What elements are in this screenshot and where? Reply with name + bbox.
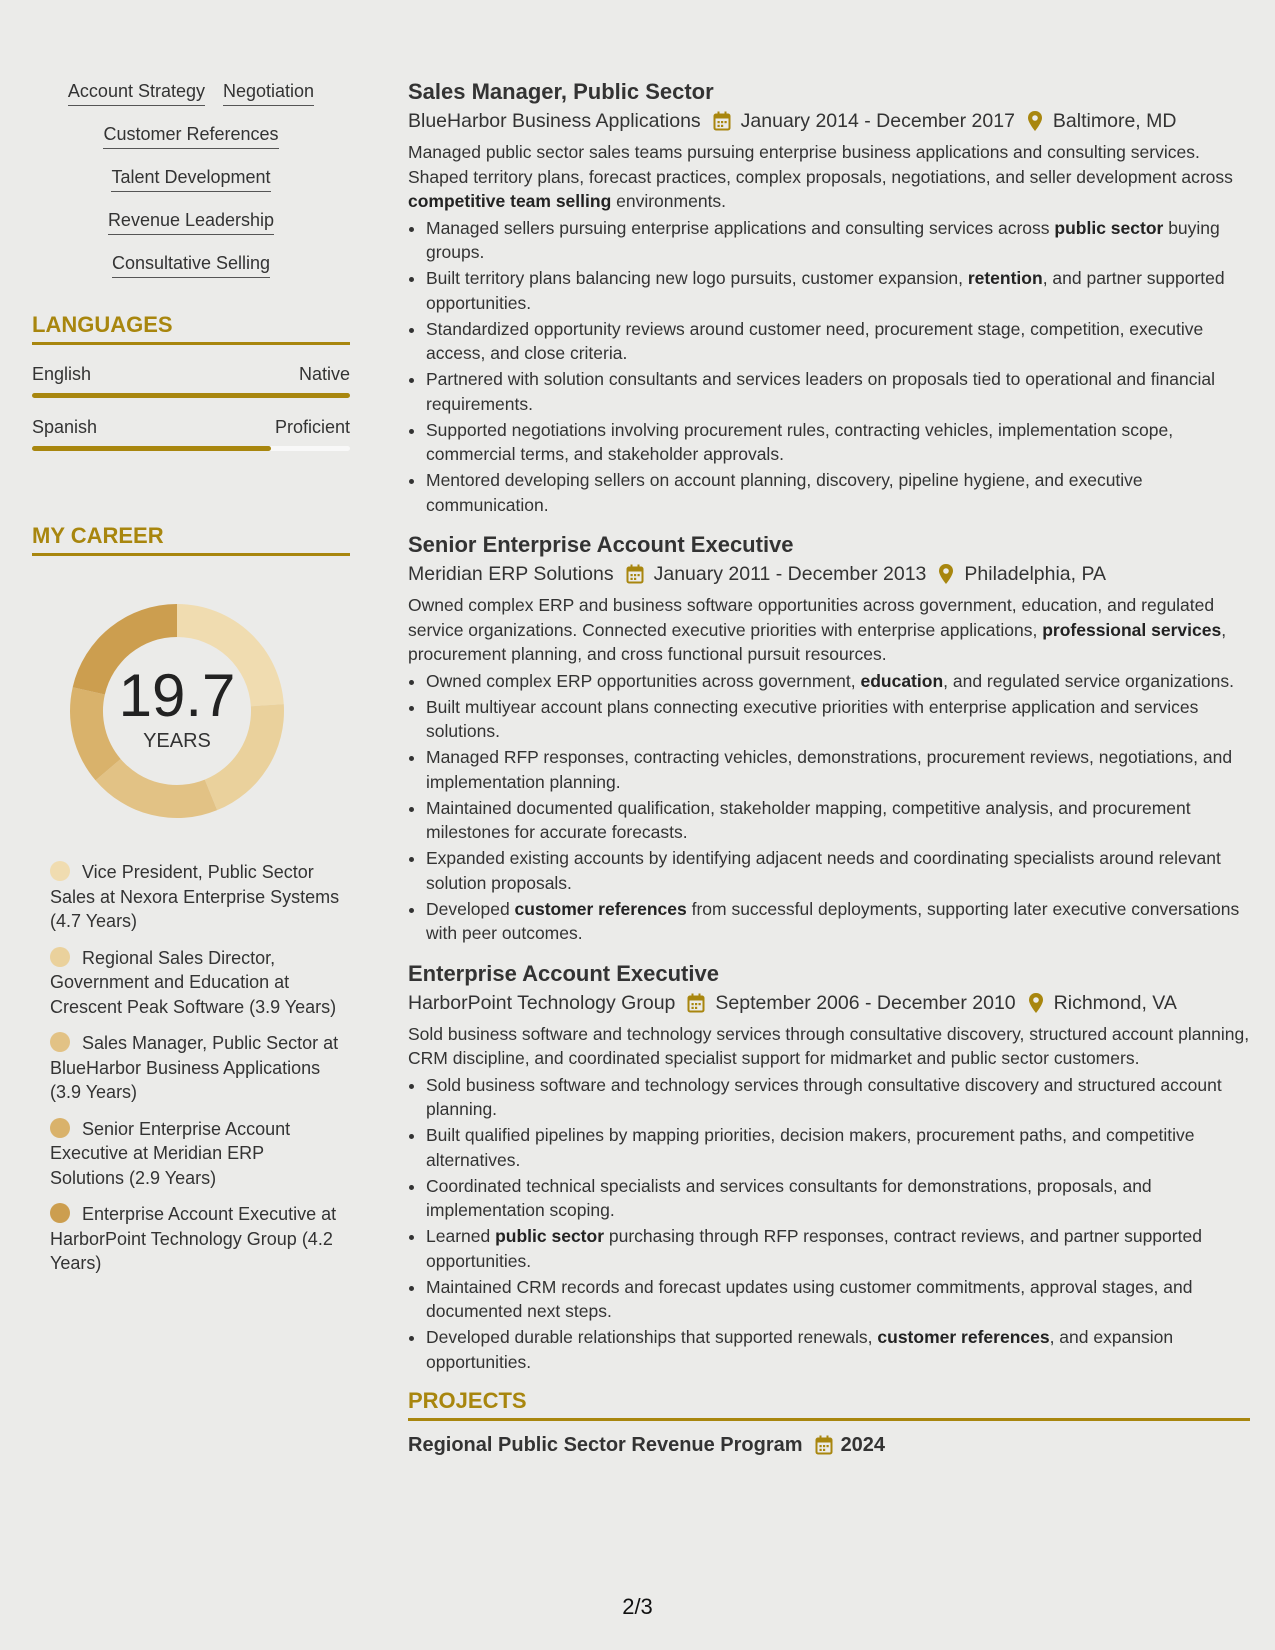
career-legend-label: Sales Manager, Public Sector at BlueHarbor Business Applications (3.9 Years) bbox=[50, 1033, 339, 1102]
job-bullets bbox=[408, 1073, 1250, 1375]
job-bullet: • Built territory plans balancing new logo pursuits, customer expansion, retention, and partner supported opportunities. bbox=[426, 266, 1250, 315]
career-legend-item bbox=[50, 1117, 340, 1191]
job-dates: January 2014 - December 2017 bbox=[740, 110, 1015, 132]
job-location: Philadelphia, PA bbox=[964, 563, 1107, 585]
language-name: Spanish bbox=[32, 417, 98, 437]
job-bullet: • Supported negotiations involving procurement rules, contracting vehicles, implementation scope, commercial terms, and stakeholder approvals. bbox=[426, 418, 1250, 467]
calendar-icon bbox=[687, 993, 705, 1013]
job-bullet: • Maintained documented qualification, stakeholder mapping, competitive analysis, and procurement milestones for accurate forecasts. bbox=[426, 796, 1250, 845]
job-description: Sold business software and technology services through consultative discovery, structured account planning, CRM discipline, and coordinated specialist support for midmarket and public sector customers. bbox=[408, 1023, 1250, 1068]
skill-tag: Talent Development bbox=[111, 166, 270, 192]
experience-list bbox=[408, 78, 1250, 1374]
language-item bbox=[32, 363, 350, 398]
projects-list bbox=[408, 1431, 1250, 1459]
skills-list bbox=[32, 80, 350, 278]
project-name: Regional Public Sector Revenue Program bbox=[408, 1434, 803, 1456]
page-number: 2/3 bbox=[622, 1594, 653, 1619]
language-bar bbox=[32, 446, 350, 451]
job-meta bbox=[408, 106, 1250, 136]
job-meta bbox=[408, 559, 1250, 589]
projects-section bbox=[408, 1388, 1250, 1459]
calendar-icon bbox=[815, 1435, 833, 1455]
job-bullet: • Standardized opportunity reviews around customer need, procurement stage, competition, executive access, and close criteria. bbox=[426, 317, 1250, 366]
job-entry bbox=[408, 78, 1250, 517]
career-legend-item bbox=[50, 1202, 340, 1276]
languages-heading: LANGUAGES bbox=[32, 312, 350, 345]
calendar-icon bbox=[713, 111, 731, 131]
job-bullet: • Maintained CRM records and forecast updates using customer commitments, approval stages, and documented next steps. bbox=[426, 1275, 1250, 1324]
job-bullet: • Managed sellers pursuing enterprise applications and consulting services across public sector buying groups. bbox=[426, 216, 1250, 265]
legend-dot bbox=[50, 1032, 70, 1052]
legend-dot bbox=[50, 1203, 70, 1223]
job-title: Enterprise Account Executive bbox=[408, 960, 719, 986]
language-level: Native bbox=[298, 364, 350, 384]
languages-section bbox=[32, 312, 350, 451]
job-bullet: • Owned complex ERP opportunities across government, education, and regulated service organizations. bbox=[426, 669, 1250, 694]
skill-row bbox=[32, 123, 350, 149]
main-content bbox=[408, 78, 1250, 1459]
projects-heading: PROJECTS bbox=[408, 1388, 1250, 1421]
job-bullet: • Coordinated technical specialists and services consultants for demonstrations, proposals, and implementation scoping. bbox=[426, 1174, 1250, 1223]
skill-tag: Customer References bbox=[103, 123, 278, 149]
job-bullet: • Expanded existing accounts by identifying adjacent needs and coordinating specialists around relevant solution proposals. bbox=[426, 846, 1250, 895]
job-meta bbox=[408, 988, 1250, 1018]
location-pin-icon bbox=[1028, 992, 1044, 1014]
skill-row bbox=[32, 252, 350, 278]
job-bullet: • Mentored developing sellers on account planning, discovery, pipeline hygiene, and executive communication. bbox=[426, 468, 1250, 517]
job-bullet: • Sold business software and technology services through consultative discovery and structured account planning. bbox=[426, 1073, 1250, 1122]
job-dates: September 2006 - December 2010 bbox=[715, 991, 1016, 1014]
language-name: English bbox=[32, 364, 92, 384]
job-company: BlueHarbor Business Applications bbox=[408, 110, 701, 132]
career-legend bbox=[32, 860, 340, 1276]
skill-tag: Consultative Selling bbox=[112, 252, 270, 278]
career-legend-item bbox=[50, 946, 340, 1020]
job-bullet: • Learned public sector purchasing through RFP responses, contract reviews, and partner supported opportunities. bbox=[426, 1224, 1250, 1273]
job-company: HarborPoint Technology Group bbox=[408, 991, 676, 1014]
legend-dot bbox=[50, 861, 70, 881]
job-title: Senior Enterprise Account Executive bbox=[408, 532, 794, 557]
skill-row bbox=[32, 166, 350, 192]
career-legend-label: Regional Sales Director, Government and Education at Crescent Peak Software (3.9 Years) bbox=[50, 947, 337, 1017]
skill-row bbox=[32, 80, 350, 106]
skill-tag: Revenue Leadership bbox=[108, 209, 274, 235]
career-donut-chart bbox=[62, 596, 292, 826]
sidebar bbox=[32, 80, 350, 1288]
job-entry bbox=[408, 960, 1250, 1375]
skill-row bbox=[32, 209, 350, 235]
calendar-icon bbox=[626, 564, 644, 584]
career-heading: MY CAREER bbox=[32, 523, 350, 556]
job-bullet: • Built qualified pipelines by mapping priorities, decision makers, procurement paths, and competitive alternatives. bbox=[426, 1123, 1250, 1172]
job-bullet: • Managed RFP responses, contracting vehicles, demonstrations, procurement reviews, negotiations, and implementation planning. bbox=[426, 745, 1250, 794]
language-bar-fill bbox=[32, 446, 271, 451]
language-item bbox=[32, 416, 350, 451]
skill-tag: Negotiation bbox=[223, 80, 314, 106]
career-legend-label: Vice President, Public Sector Sales at Nexora Enterprise Systems (4.7 Years) bbox=[50, 862, 340, 931]
career-legend-item bbox=[50, 1031, 340, 1105]
total-years-unit: YEARS bbox=[143, 729, 211, 752]
job-location: Baltimore, MD bbox=[1052, 110, 1177, 132]
job-description: Managed public sector sales teams pursuing enterprise business applications and consulting services. Shaped territory plans, forecast practices, complex proposals, negotiations, and seller development across competitive team selling environments. bbox=[408, 142, 1233, 211]
career-legend-label: Enterprise Account Executive at HarborPoint Technology Group (4.2 Years) bbox=[50, 1204, 337, 1273]
career-legend-item bbox=[50, 860, 340, 934]
total-years-value: 19.7 bbox=[118, 661, 236, 729]
job-title: Sales Manager, Public Sector bbox=[408, 79, 714, 104]
donut-center bbox=[62, 596, 292, 826]
job-dates: January 2011 - December 2013 bbox=[653, 563, 927, 585]
job-bullet: • Developed durable relationships that supported renewals, customer references, and expansion opportunities. bbox=[426, 1325, 1250, 1374]
job-entry bbox=[408, 531, 1250, 946]
job-company: Meridian ERP Solutions bbox=[408, 563, 614, 585]
languages-list bbox=[32, 363, 350, 451]
legend-dot bbox=[50, 947, 70, 967]
skill-tag: Account Strategy bbox=[68, 80, 205, 106]
job-bullets bbox=[408, 216, 1250, 518]
career-legend-label: Senior Enterprise Account Executive at Meridian ERP Solutions (2.9 Years) bbox=[50, 1118, 291, 1188]
job-bullets bbox=[408, 669, 1250, 946]
job-description: Owned complex ERP and business software opportunities across government, education, and regulated service organizations. Connected executive priorities with enterprise applications, professional services, procurement planning, and cross functional pursuit resources. bbox=[408, 595, 1227, 664]
location-pin-icon bbox=[938, 563, 954, 585]
project-entry bbox=[408, 1431, 1250, 1459]
location-pin-icon bbox=[1027, 110, 1043, 132]
legend-dot bbox=[50, 1118, 70, 1138]
project-year: 2024 bbox=[840, 1434, 886, 1456]
language-bar bbox=[32, 393, 350, 398]
job-bullet: • Developed customer references from successful deployments, supporting later executive conversations with peer outcomes. bbox=[426, 897, 1250, 946]
language-bar-fill bbox=[32, 393, 350, 398]
language-row bbox=[32, 363, 350, 385]
language-row bbox=[32, 416, 350, 438]
career-section bbox=[32, 523, 350, 1276]
language-level: Proficient bbox=[274, 417, 350, 437]
job-bullet: • Partnered with solution consultants and services leaders on proposals tied to operational and financial requirements. bbox=[426, 367, 1250, 416]
job-location: Richmond, VA bbox=[1053, 991, 1177, 1014]
job-bullet: • Built multiyear account plans connecting executive priorities with enterprise application and services solutions. bbox=[426, 695, 1250, 744]
